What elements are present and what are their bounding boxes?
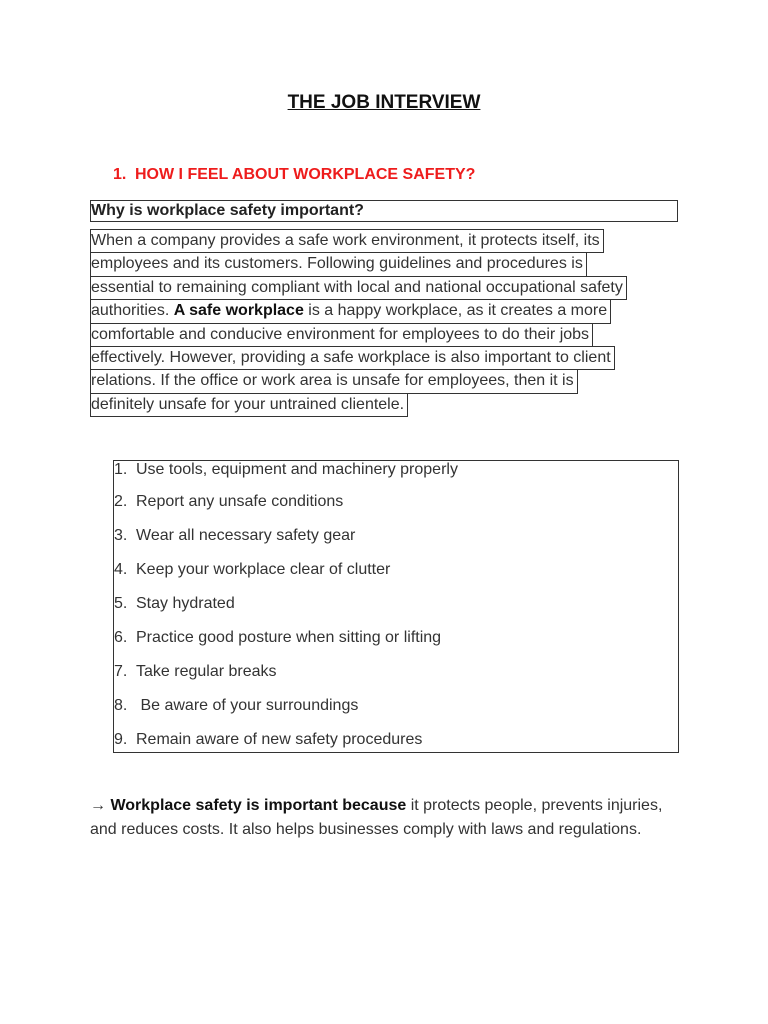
list-number: 1. — [114, 461, 128, 478]
explanation-paragraph — [90, 229, 690, 416]
list-text: Wear all necessary safety gear — [136, 527, 356, 544]
list-text: Practice good posture when sitting or lifting — [136, 629, 442, 646]
question-heading: Why is workplace safety important? — [90, 200, 678, 222]
section-number: 1. — [113, 166, 127, 183]
paragraph-line — [90, 299, 611, 323]
conclusion-bold: Workplace safety is important because — [110, 797, 407, 814]
list-number: 3. — [114, 527, 128, 544]
arrow-icon: → — [90, 797, 106, 814]
list-number: 9. — [114, 731, 128, 748]
list-number: 8. — [114, 697, 128, 714]
paragraph-line: effectively. However, providing a safe workplace is also important to client — [90, 346, 615, 370]
list-text: Report any unsafe conditions — [136, 493, 344, 510]
paragraph-bold-phrase: A safe workplace — [173, 302, 304, 320]
list-item — [114, 731, 422, 749]
paragraph-line: comfortable and conducive environment for employees to do their jobs — [90, 323, 593, 347]
list-number: 5. — [114, 595, 128, 612]
list-item — [114, 663, 277, 681]
list-text: Keep your workplace clear of clutter — [136, 561, 391, 578]
list-item — [114, 461, 458, 479]
list-text: Be aware of your surroundings — [136, 697, 359, 714]
safety-tips-list — [113, 460, 679, 753]
paragraph-text: authorities. — [91, 302, 174, 320]
list-number: 4. — [114, 561, 128, 578]
list-number: 6. — [114, 629, 128, 646]
list-item — [114, 527, 355, 545]
list-number: 2. — [114, 493, 128, 510]
paragraph-text: is a happy workplace, as it creates a more — [303, 302, 608, 320]
section-heading — [113, 166, 475, 184]
list-item — [114, 561, 390, 579]
paragraph-line: essential to remaining compliant with local and national occupational safety — [90, 276, 627, 300]
list-item — [114, 697, 358, 715]
list-text: Remain aware of new safety procedures — [136, 731, 423, 748]
paragraph-line: When a company provides a safe work environment, it protects itself, its — [90, 229, 604, 253]
conclusion-paragraph — [90, 794, 690, 843]
list-number: 7. — [114, 663, 128, 680]
paragraph-line: relations. If the office or work area is unsafe for employees, then it is — [90, 369, 578, 393]
paragraph-line: employees and its customers. Following guidelines and procedures is — [90, 252, 587, 276]
list-text: Use tools, equipment and machinery properly — [136, 461, 458, 478]
list-text: Stay hydrated — [136, 595, 235, 612]
list-item — [114, 595, 235, 613]
list-text: Take regular breaks — [136, 663, 277, 680]
section-heading-text: HOW I FEEL ABOUT WORKPLACE SAFETY? — [135, 166, 476, 183]
conclusion-text: it protects people, prevents injuries, and reduces costs. It also helps businesses comply with laws and regulations. — [90, 797, 663, 839]
document-title: THE JOB INTERVIEW — [287, 92, 481, 113]
list-item — [114, 493, 343, 511]
list-item — [114, 629, 441, 647]
paragraph-line: definitely unsafe for your untrained clientele. — [90, 393, 408, 417]
